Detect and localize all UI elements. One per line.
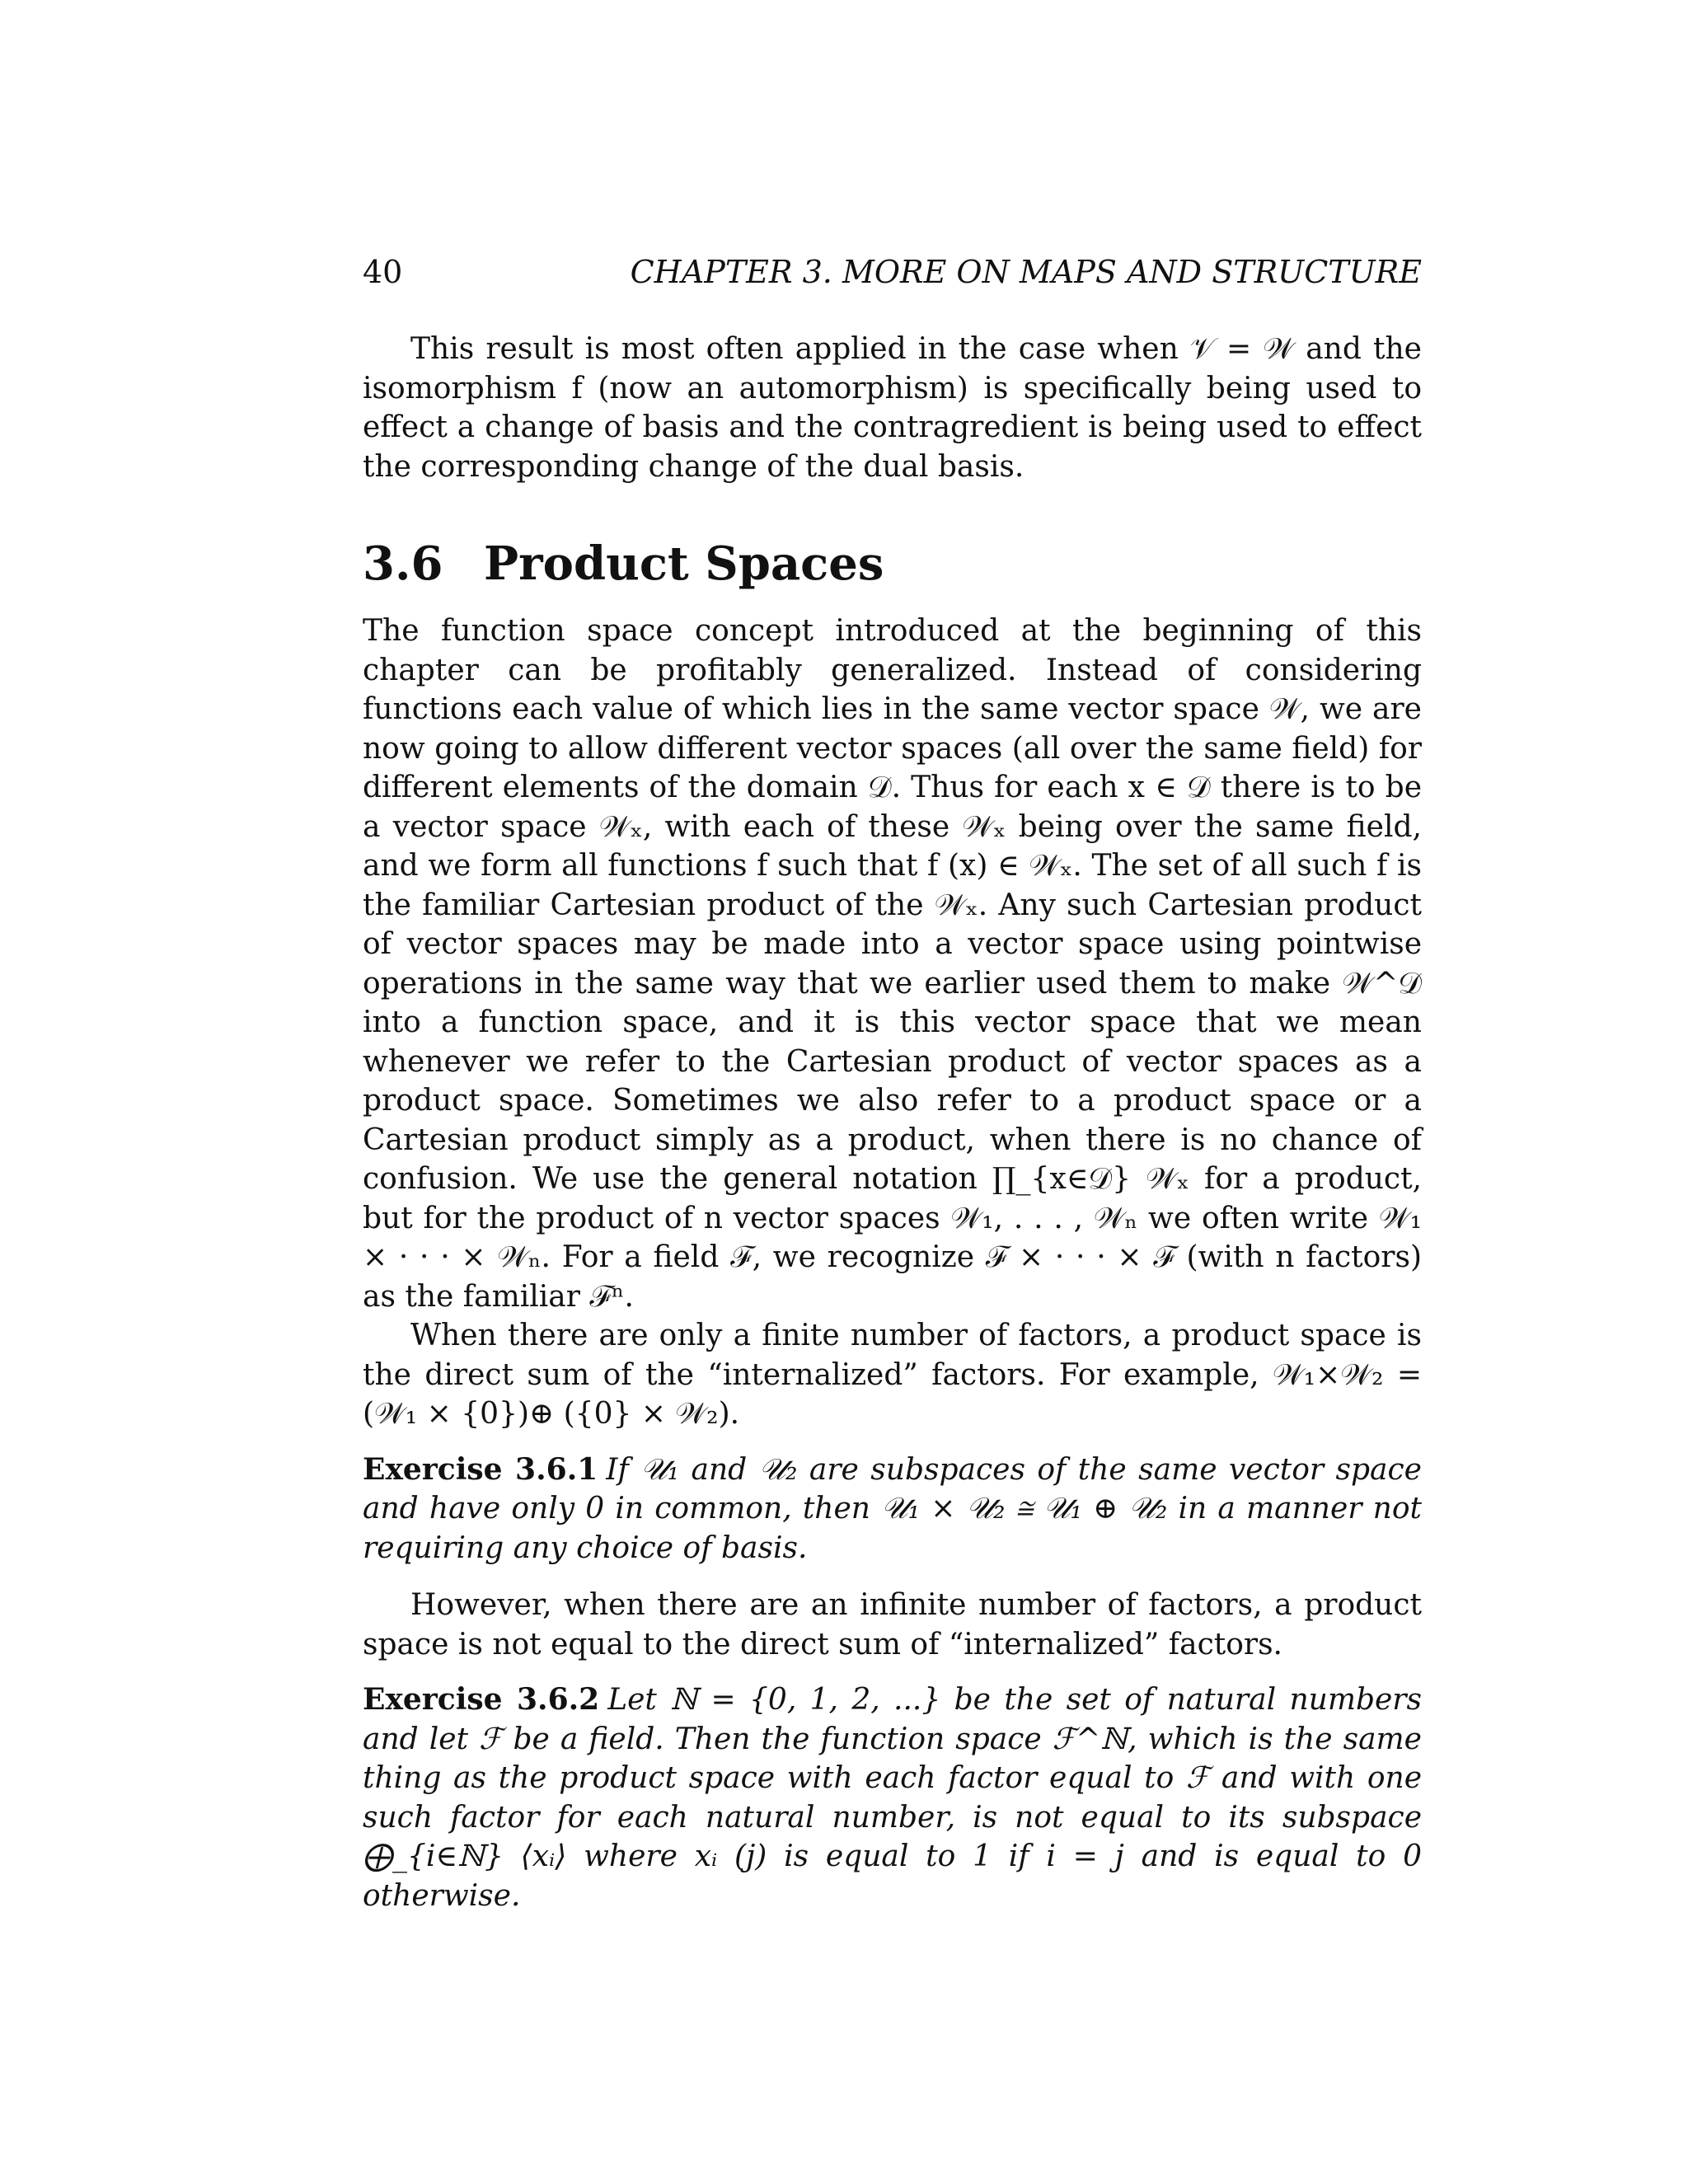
text-column <box>363 330 1422 1933</box>
body-paragraph-1: The function space concept introduced at the beginning of this chapter can be profitably generalized. Instead of considering functions each value of which lies in the same vector space 𝒲, we are now going to allow different vector spaces (all over the same field) for different elements of the domain 𝒟. Thus for each x ∈ 𝒟 there is to be a vector space 𝒲ₓ, with each of these 𝒲ₓ being over the same field, and we form all functions f such that f (x) ∈ 𝒲ₓ. The set of all such f is the familiar Cartesian product of the 𝒲ₓ. Any such Cartesian product of vector spaces may be made into a vector space using pointwise operations in the same way that we earlier used them to make 𝒲^𝒟 into a function space, and it is this vector space that we mean whenever we refer to the Cartesian product of vector spaces as a product space. Sometimes we also refer to a product space or a Cartesian product simply as a product, when there is no chance of confusion. We use the general notation ∏_{x∈𝒟} 𝒲ₓ for a product, but for the product of n vector spaces 𝒲₁, . . . , 𝒲ₙ we often write 𝒲₁ × · · · × 𝒲ₙ. For a field ℱ, we recognize ℱ × · · · × ℱ (with n factors) as the familiar ℱⁿ. <box>363 614 1422 1314</box>
exercise-3-6-2 <box>363 1680 1422 1915</box>
body-paragraph-2: When there are only a finite number of factors, a product space is the direct sum of the “internalized” factors. For example, 𝒲₁×𝒲₂ = (𝒲₁ × {0})⊕ ({0} × 𝒲₂). <box>363 1319 1422 1431</box>
page-number: 40 <box>363 254 403 290</box>
exercise-text: Let ℕ = {0, 1, 2, ...} be the set of natural numbers and let ℱ be a field. Then the function space ℱ^ℕ, which is the same thing as the product space with each factor equal to ℱ and with one such factor for each natural number, is not equal to its subspace ⨁_{i∈ℕ} ⟨xᵢ⟩ where xᵢ (j) is equal to 1 if i = j and is equal to 0 otherwise. <box>363 1683 1422 1913</box>
exercise-label: Exercise 3.6.2 <box>363 1682 600 1717</box>
exercise-text: If 𝒰₁ and 𝒰₂ are subspaces of the same vector space and have only 0 in common, then 𝒰₁ × 𝒰₂ ≅ 𝒰₁ ⊕ 𝒰₂ in a manner not requiring any choice of basis. <box>363 1452 1422 1565</box>
page-header <box>363 247 1422 297</box>
exercise-label: Exercise 3.6.1 <box>363 1451 598 1487</box>
section-number: 3.6 <box>363 537 443 591</box>
running-head: CHAPTER 3. MORE ON MAPS AND STRUCTURE <box>630 254 1422 290</box>
section-title: Product Spaces <box>484 537 884 591</box>
body-paragraph-3: However, when there are an infinite number of factors, a product space is not equal to the direct sum of “internalized” factors. <box>363 1588 1422 1661</box>
exercise-3-6-1 <box>363 1451 1422 1568</box>
intro-paragraph: This result is most often applied in the case when 𝒱 = 𝒲 and the isomorphism f (now an automorphism) is specifically being used to effect a change of basis and the contragredient is being used to effect the corresponding change of the dual basis. <box>363 332 1422 484</box>
section-heading <box>363 534 1422 593</box>
